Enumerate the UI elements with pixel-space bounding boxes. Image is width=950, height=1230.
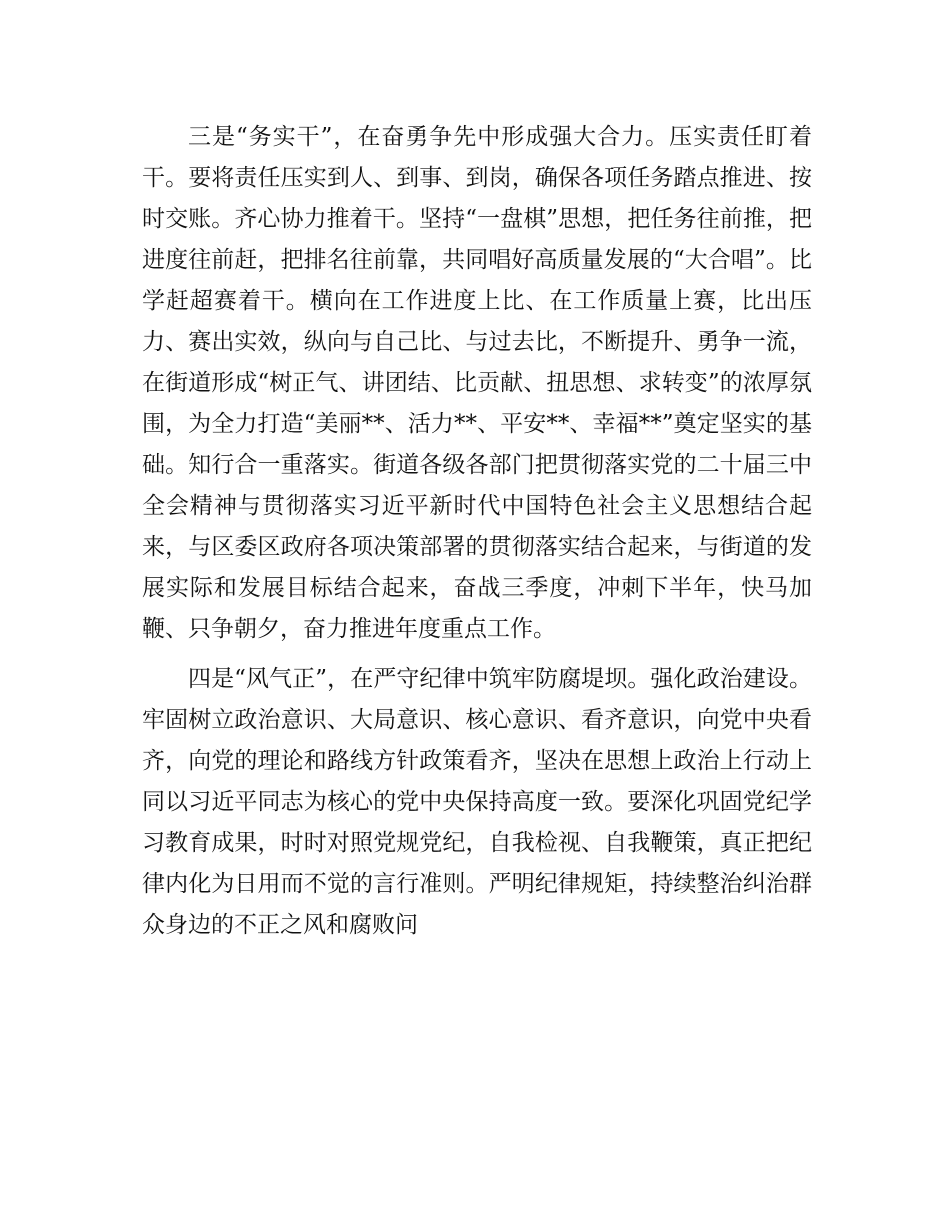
document-page bbox=[142, 117, 812, 946]
paragraph-point-four: 四是“风气正”，在严守纪律中筑牢防腐堤坝。强化政治建设。牢固树立政治意识、大局意识、核心意识、看齐意识，向党中央看齐，向党的理论和路线方针政策看齐，坚决在思想上政治上行动上同以习近平同志为核心的党中央保持高度一致。要深化巩固党纪学习教育成果，时时对照党规党纪，自我检视、自我鞭策，真正把纪律内化为日用而不觉的言行准则。严明纪律规矩，持续整治纠治群众身边的不正之风和腐败问 bbox=[142, 666, 812, 938]
paragraph-point-three: 三是“务实干”，在奋勇争先中形成强大合力。压实责任盯着干。要将责任压实到人、到事、到岗，确保各项任务踏点推进、按时交账。齐心协力推着干。坚持“一盘棋”思想，把任务往前推，把进度往前赶，把排名往前靠，共同唱好高质量发展的“大合唱”。比学赶超赛着干。横向在工作进度上比、在工作质量上赛，比出压力、赛出实效，纵向与自己比、与过去比，不断提升、勇争一流，在街道形成“树正气、讲团结、比贡献、扭思想、求转变”的浓厚氛围，为全力打造“美丽**、活力**、平安**、幸福**”奠定坚实的基础。知行合一重落实。街道各级各部门把贯彻落实党的二十届三中全会精神与贯彻落实习近平新时代中国特色社会主义思想结合起来，与区委区政府各项决策部署的贯彻落实结合起来，与街道的发展实际和发展目标结合起来，奋战三季度，冲刺下半年，快马加鞭、只争朝夕，奋力推进年度重点工作。 bbox=[142, 124, 812, 642]
